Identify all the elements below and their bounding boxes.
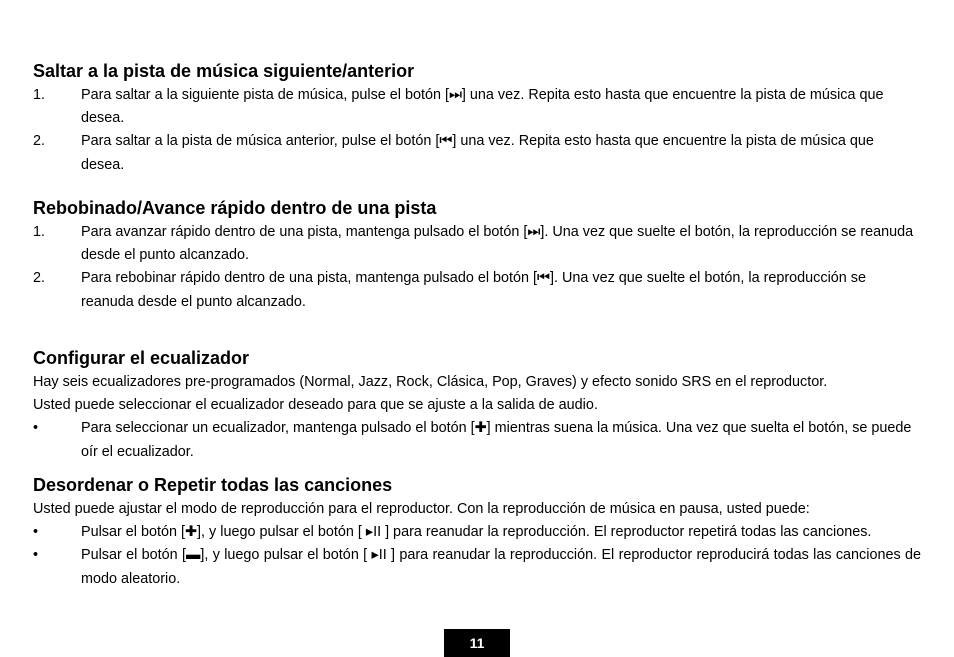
paragraph: Usted puede ajustar el modo de reproducción para el reproductor. Con la reproducción de música en pausa, usted puede: xyxy=(33,501,810,517)
list-text: Pulsar el botón [✚], y luego pulsar el botón [ ▸II ] para reanudar la reproducción. El reproductor repetirá todas las canciones. xyxy=(81,524,872,541)
list-item xyxy=(33,130,921,176)
list-number: 1. xyxy=(33,224,46,240)
list-text: Para rebobinar rápido dentro de una pista, mantenga pulsado el botón [⏮]. Una vez que suelte el botón, la reproducción se reanuda desde el punto alcanzado. xyxy=(81,270,866,310)
section-heading: Rebobinado/Avance rápido dentro de una pista xyxy=(33,198,437,218)
list-number: 1. xyxy=(33,87,46,103)
section-fast-forward xyxy=(33,195,921,335)
bullet-item xyxy=(33,521,921,544)
paragraph: Hay seis ecualizadores pre-programados (Normal, Jazz, Rock, Clásica, Pop, Graves) y efecto sonido SRS en el reproductor. xyxy=(33,374,828,390)
page-number: 11 xyxy=(444,629,510,657)
list-text: Para saltar a la pista de música anterior, pulse el botón [⏮] una vez. Repita esto hasta que encuentre la pista de música que desea. xyxy=(81,133,874,173)
list-item xyxy=(33,221,921,267)
list-text: Pulsar el botón [▬], y luego pulsar el botón [ ▸II ] para reanudar la reproducción. El reproductor reproducirá todas las canciones de modo aleatorio. xyxy=(81,547,921,587)
section-equalizer xyxy=(33,345,921,462)
list-text: Para avanzar rápido dentro de una pista, mantenga pulsado el botón [⏭]. Una vez que suelte el botón, la reproducción se reanuda desde el punto alcanzado. xyxy=(81,224,914,264)
manual-page xyxy=(33,58,921,601)
bullet: • xyxy=(33,524,39,541)
section-skip-track xyxy=(33,58,921,185)
section-heading: Saltar a la pista de música siguiente/anterior xyxy=(33,61,415,81)
paragraph: Usted puede seleccionar el ecualizador deseado para que se ajuste a la salida de audio. xyxy=(33,397,598,414)
bullet-item xyxy=(33,544,921,590)
bullet: • xyxy=(33,547,39,564)
section-heading: Desordenar o Repetir todas las canciones xyxy=(33,475,393,495)
bullet-item xyxy=(33,417,921,463)
section-shuffle-repeat xyxy=(33,472,921,591)
section-heading: Configurar el ecualizador xyxy=(33,348,250,368)
list-number: 2. xyxy=(33,270,46,287)
list-text: Para seleccionar un ecualizador, mantenga pulsado el botón [✚] mientras suena la música. Una vez que suelta el botón, se puede oír el ecualizador. xyxy=(81,420,912,460)
bullet: • xyxy=(33,420,39,437)
list-text: Para saltar a la siguiente pista de música, pulse el botón [⏭] una vez. Repita esto hasta que encuentre la pista de música que desea. xyxy=(81,87,884,127)
list-number: 2. xyxy=(33,133,46,150)
list-item xyxy=(33,84,921,130)
list-item xyxy=(33,267,921,313)
